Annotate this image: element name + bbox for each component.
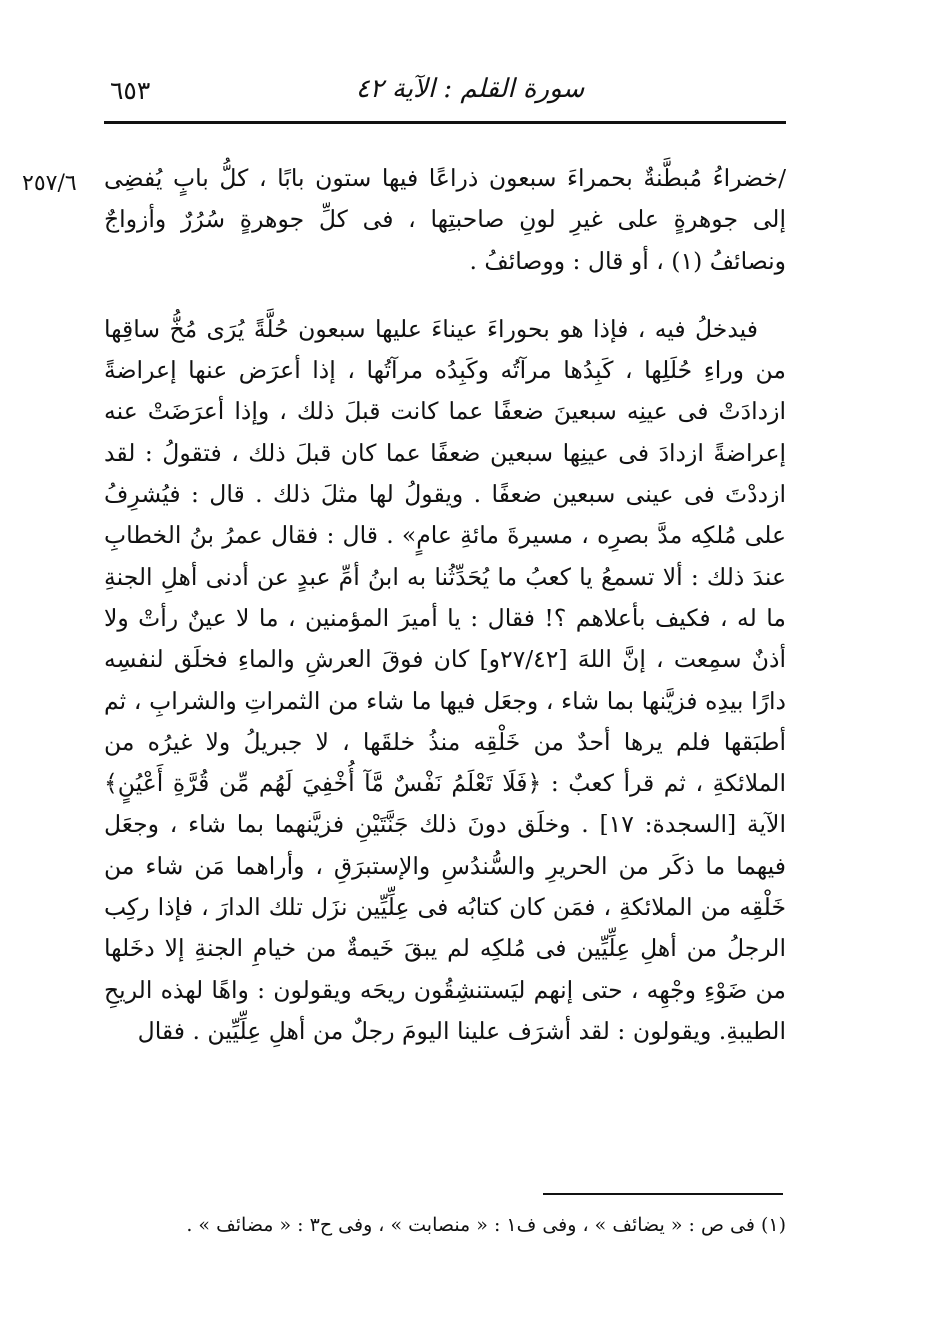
paragraph-2: فيدخلُ فيه ، فإذا هو بحوراءَ عيناءَ عليها سبعون حُلَّةً يُرَى مُخُّ ساقِها من وراءِ حُلَلِها ، كَبِدُها مرآتُه وكَبِدُه مرآتُها ، إذا أعرَض عنها إعراضةً ازدادَتْ فى عينِه سبعينَ ضعفًا عما كانت قبلَ ذلك ، وإذا أعرَضَتْ عنه إعراضةً ازدادَ فى عينِها سبعين ضعفًا عما كان قبلَ ذلك ، فتقولُ : لقد ازددْتَ فى عينى سبعين ضعفًا . ويقولُ لها مثلَ ذلك . قال : فيُشرِفُ على مُلكِه مدَّ بصرِه ، مسيرةَ مائةِ عامٍ» . قال : فقال عمرُ بنُ الخطابِ عندَ ذلك : ألا تسمعُ يا كعبُ ما يُحَدِّثُنا به ابنُ أمِّ عبدٍ عن أدنى أهلِ الجنةِ ما له ، فكيف بأعلاهم ؟! فقال : يا أميرَ المؤمنين ، ما لا عينٌ رأتْ ولا أذنٌ سمِعت ، إنَّ اللهَ [٢٧/٤٢و] كان فوقَ العرشِ والماءِ فخلَق لنفسِه دارًا بيدِه فزيَّنها بما شاء ، وجعَل فيها ما شاء من الثمراتِ والشرابِ ، ثم أطبَقها فلم يرها أحدٌ من خَلْقِه منذُ خلقَها ، لا جبريلُ ولا غيرُه من الملائكةِ ، ثم قرأ كعبٌ : ﴿فَلَا تَعْلَمُ نَفْسٌ مَّآ أُخْفِيَ لَهُم مِّن قُرَّةِ أَعْيُنٍ﴾ الآية [السجدة: ١٧] . وخلَق دونَ ذلك جَنَّتَيْنِ فزيَّنهما بما شاء ، وجعَل فيهما ما ذكَر من الحريرِ والسُّندُسِ والإستبرَقِ ، وأراهما مَن شاء من خَلْقِه من الملائكةِ ، فمَن كان كتابُه فى عِلِّيِّين نزَل تلك الدارَ ، فإذا ركِب الرجلُ من أهلِ عِلِّيِّين فى مُلكِه لم يبقَ خَيمةٌ من خيامِ الجنةِ إلا دخَلها من ضَوْءِ وجْهِه ، حتى إنهم ليَستنشِقُون ريحَه ويقولون : واهًا لهذه الريحِ الطيبةِ. ويقولون : لقد أشرَف علينا اليومَ رجلٌ من أهلِ عِلِّيِّين . فقال xyxy=(104,314,787,1045)
footnote: (١) فى ص : « يضائف » ، وفى ف١ : « منصابت » ، وفى ح٣ : « مضائف » . xyxy=(186,1214,786,1236)
running-header: سورة القلم : الآية ٤٢ xyxy=(355,74,585,104)
body-text xyxy=(104,158,786,1052)
paragraph-1: /خضراءُ مُبطَّنةٌ بحمراءَ سبعون ذراعًا فيها ستون بابًا ، كلُّ بابٍ يُفضِى إلى جوهرةٍ على غيرِ لونِ صاحبتِها ، فى كلِّ جوهرةٍ سُرُرٌ وأزواجٌ ونصائفُ (١) ، أو قال : ووصائفُ . xyxy=(104,164,786,275)
margin-reference: ٢٥٧/٦ xyxy=(22,171,77,196)
header-rule xyxy=(104,121,786,124)
footnote-rule xyxy=(543,1193,783,1195)
page-number: ٦٥٣ xyxy=(110,76,151,105)
